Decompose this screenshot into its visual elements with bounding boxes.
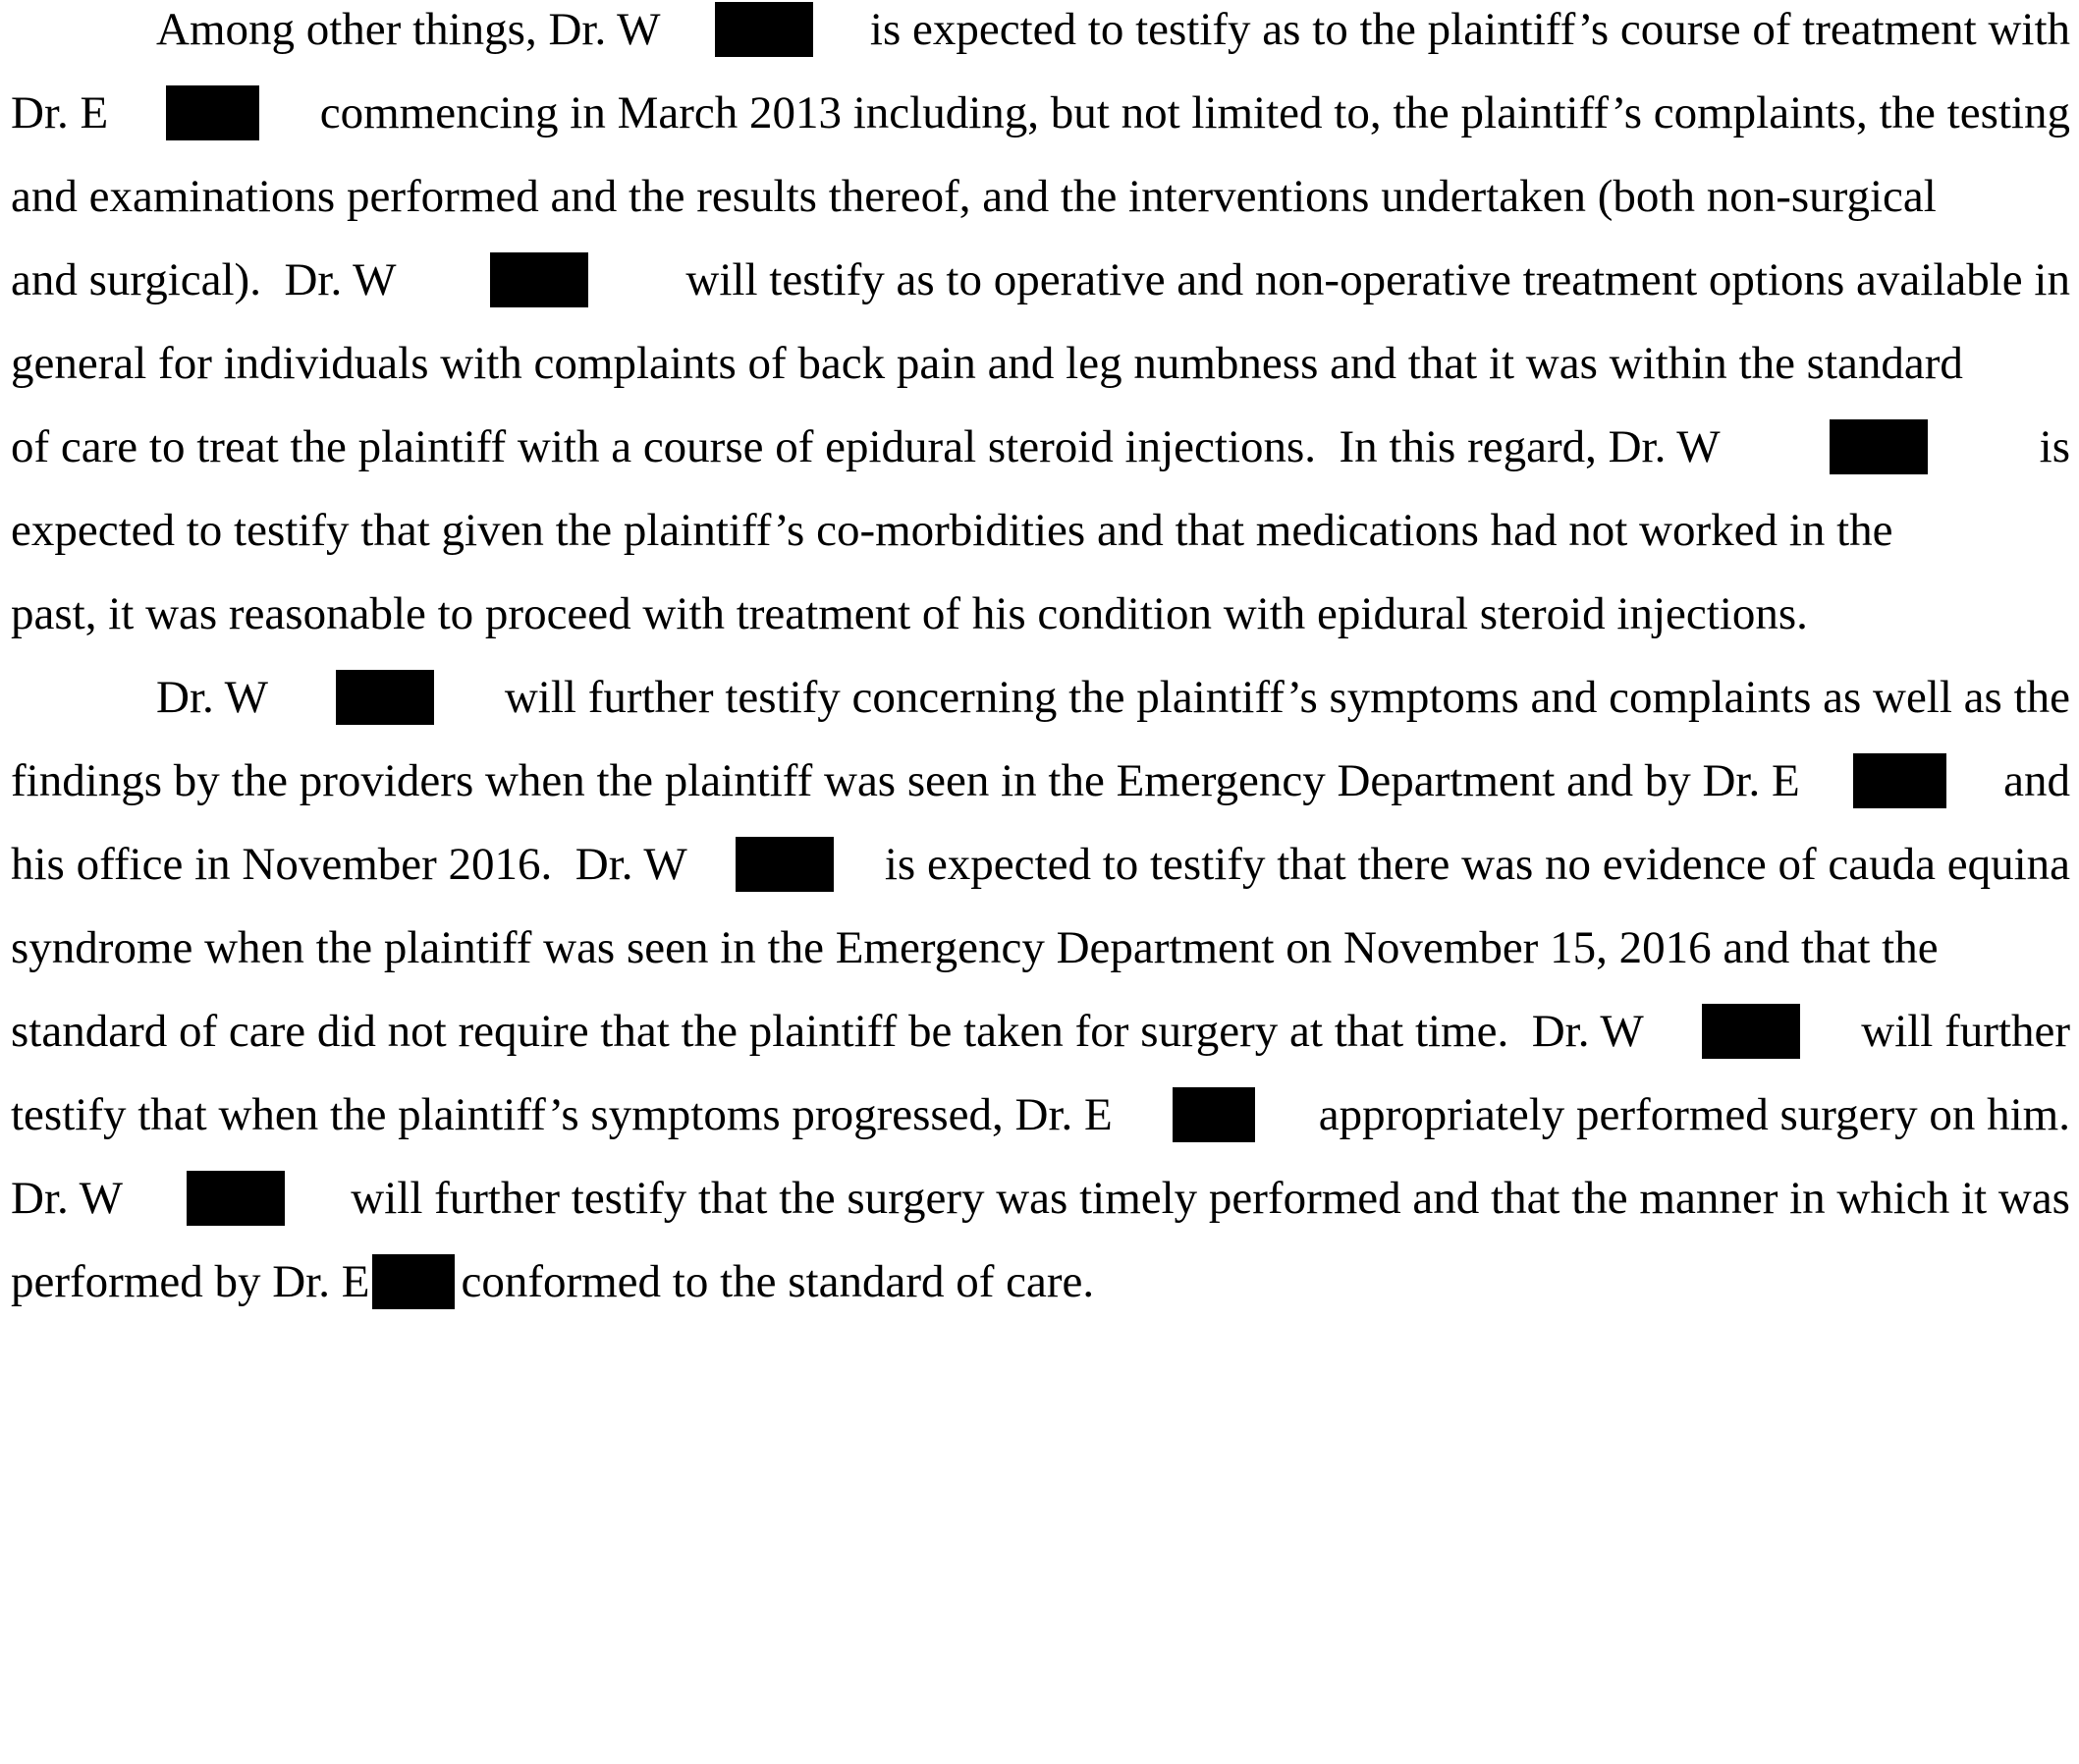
redaction-box bbox=[1830, 419, 1928, 474]
text-segment: will further testify that the surgery was timely performed and that the manner in which it was bbox=[351, 1173, 2070, 1224]
text-line bbox=[156, 668, 2070, 727]
redaction-box bbox=[1173, 1087, 1255, 1142]
text-segment: commencing in March 2013 including, but not limited to, the plaintiff’s complaints, the testing bbox=[319, 87, 2070, 138]
redaction-box bbox=[736, 837, 834, 892]
text-segment: performed by Dr. E bbox=[11, 1256, 370, 1307]
redaction-box bbox=[372, 1254, 455, 1309]
text-segment: expected to testify that given the plaintiff’s co-morbidities and that medications had not worked in the bbox=[11, 505, 1893, 556]
text-line bbox=[156, 0, 2070, 59]
text-segment: and examinations performed and the results thereof, and the interventions undertaken (both non-surgical bbox=[11, 171, 1937, 222]
text-line bbox=[11, 1002, 2070, 1061]
redaction-box bbox=[187, 1171, 285, 1226]
redaction-box bbox=[336, 670, 434, 725]
text-line bbox=[11, 1252, 2070, 1311]
text-line bbox=[11, 83, 2070, 142]
text-segment: of care to treat the plaintiff with a course of epidural steroid injections. In this regard, Dr. W bbox=[11, 421, 1721, 472]
text-line bbox=[11, 751, 2070, 810]
text-segment: conformed to the standard of care. bbox=[461, 1256, 1095, 1307]
text-segment: standard of care did not require that the plaintiff be taken for surgery at that time. Dr. W bbox=[11, 1006, 1644, 1057]
text-segment: will further bbox=[1861, 1006, 2070, 1057]
text-segment: is bbox=[2039, 421, 2070, 472]
text-line bbox=[11, 1169, 2070, 1228]
text-line bbox=[11, 167, 2070, 226]
text-segment: past, it was reasonable to proceed with treatment of his condition with epidural steroid injections. bbox=[11, 588, 1808, 639]
text-segment: Among other things, Dr. W bbox=[156, 4, 661, 55]
text-segment: appropriately performed surgery on him. bbox=[1318, 1089, 2070, 1140]
redaction-box bbox=[490, 252, 588, 307]
redaction-box bbox=[715, 2, 813, 57]
text-segment: syndrome when the plaintiff was seen in the Emergency Department on November 15, 2016 and that the bbox=[11, 922, 1939, 973]
redaction-box bbox=[1853, 753, 1946, 808]
text-line bbox=[11, 918, 2070, 977]
redaction-box bbox=[1702, 1004, 1800, 1059]
text-segment: and bbox=[2003, 755, 2070, 806]
text-segment: Dr. W bbox=[156, 672, 269, 723]
text-segment: is expected to testify as to the plaintiff’s course of treatment with bbox=[869, 4, 2070, 55]
text-segment: his office in November 2016. Dr. W bbox=[11, 839, 687, 890]
text-line bbox=[11, 417, 2070, 476]
text-segment: will further testify concerning the plaintiff’s symptoms and complaints as well as the bbox=[504, 672, 2070, 723]
text-segment: findings by the providers when the plaintiff was seen in the Emergency Department and by Dr. E bbox=[11, 755, 1800, 806]
text-segment: is expected to testify that there was no evidence of cauda equina bbox=[884, 839, 2070, 890]
text-segment: will testify as to operative and non-operative treatment options available in bbox=[685, 254, 2070, 305]
text-segment: general for individuals with complaints of back pain and leg numbness and that it was within the standard bbox=[11, 338, 1963, 389]
text-line bbox=[11, 835, 2070, 894]
text-line bbox=[11, 584, 2070, 643]
text-segment: testify that when the plaintiff’s symptoms progressed, Dr. E bbox=[11, 1089, 1113, 1140]
text-line bbox=[11, 250, 2070, 309]
text-segment: Dr. W bbox=[11, 1173, 124, 1224]
text-line bbox=[11, 334, 2070, 393]
text-line bbox=[11, 501, 2070, 560]
text-segment: Dr. E bbox=[11, 87, 109, 138]
redaction-box bbox=[166, 85, 259, 140]
text-line bbox=[11, 1085, 2070, 1144]
text-segment: and surgical). Dr. W bbox=[11, 254, 397, 305]
